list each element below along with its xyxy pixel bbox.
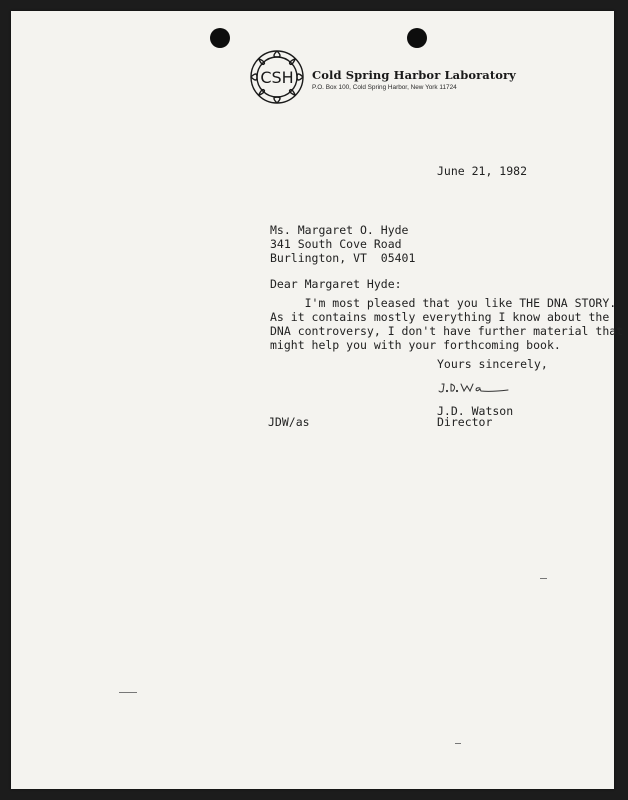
csh-logo-seal — [248, 48, 306, 106]
paper-speck — [119, 692, 137, 693]
recipient-city: Burlington, VT 05401 — [270, 251, 416, 265]
handwritten-signature — [436, 378, 516, 398]
body-line: I'm most pleased that you like THE DNA STORY. — [270, 296, 617, 310]
body-line: might help you with your forthcoming book. — [270, 338, 561, 352]
punch-hole-left — [210, 28, 230, 48]
body-line: As it contains mostly everything I know about the — [270, 310, 610, 324]
recipient-street: 341 South Cove Road — [270, 237, 402, 251]
paper-speck — [540, 578, 547, 579]
signer-name: J.D. Watson — [437, 404, 514, 418]
organization-name: Cold Spring Harbor Laboratory — [312, 68, 516, 82]
paper-speck — [455, 743, 461, 744]
punch-hole-right — [407, 28, 427, 48]
letter-date: June 21, 1982 — [437, 164, 528, 178]
csh-logo-text: CSH — [260, 68, 294, 87]
organization-address: P.O. Box 100, Cold Spring Harbor, New York 11724 — [312, 84, 457, 91]
signer-title: Director — [437, 415, 493, 429]
recipient-name: Ms. Margaret O. Hyde — [270, 223, 409, 237]
reference-initials: JDW/as — [268, 415, 310, 429]
salutation: Dear Margaret Hyde: — [270, 277, 402, 291]
body-line: DNA controversy, I don't have further material that — [270, 324, 624, 338]
letter-page — [11, 11, 624, 789]
closing: Yours sincerely, — [437, 357, 548, 371]
